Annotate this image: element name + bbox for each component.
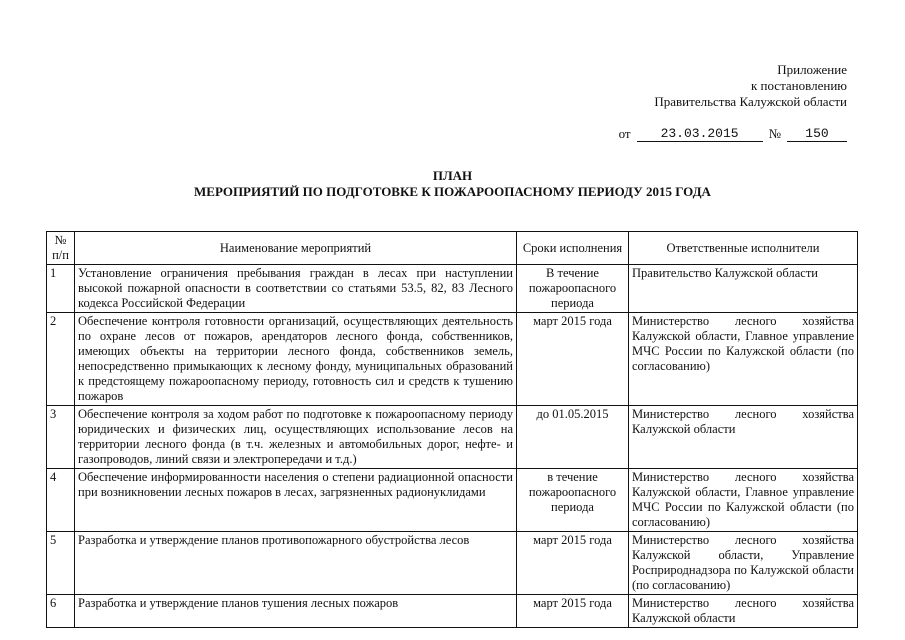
row-num: 3 (47, 406, 75, 469)
header-term: Сроки исполнения (517, 232, 629, 265)
row-responsible: Министерство лесного хозяйства Калужской области, Управление Росприроднадзора по Калужской области (по согласованию) (629, 532, 858, 595)
row-responsible: Министерство лесного хозяйства Калужской области (629, 595, 858, 628)
row-responsible: Министерство лесного хозяйства Калужской области, Главное управление МЧС России по Калужской области (по согласованию) (629, 313, 858, 406)
row-term: до 01.05.2015 (517, 406, 629, 469)
decree-line (619, 126, 847, 142)
row-num: 2 (47, 313, 75, 406)
plan-table (46, 231, 858, 628)
decree-number: 150 (787, 126, 847, 142)
table-row (47, 532, 858, 595)
header-name: Наименование мероприятий (75, 232, 517, 265)
row-term: март 2015 года (517, 595, 629, 628)
row-name: Разработка и утверждение планов противопожарного обустройства лесов (75, 532, 517, 595)
row-name: Разработка и утверждение планов тушения лесных пожаров (75, 595, 517, 628)
row-num: 4 (47, 469, 75, 532)
row-name: Обеспечение контроля за ходом работ по подготовке к пожароопасному периоду юридических и физических лиц, осуществляющих использование лесов на территории лесного фонда (в т.ч. железных и автомобильных дорог, нефте- и газопроводов, линий связи и электропередачи и т.д.) (75, 406, 517, 469)
appendix-line-1: Приложение (777, 62, 847, 77)
appendix-line-2: к постановлению (750, 78, 847, 93)
decree-number-label: № (768, 126, 781, 141)
row-responsible: Министерство лесного хозяйства Калужской области (629, 406, 858, 469)
row-responsible: Правительство Калужской области (629, 265, 858, 313)
row-num: 6 (47, 595, 75, 628)
table-row (47, 406, 858, 469)
header-num: № п/п (47, 232, 75, 265)
table-row (47, 313, 858, 406)
decree-from-label: от (618, 126, 631, 141)
plan-subtitle: МЕРОПРИЯТИЙ ПО ПОДГОТОВКЕ К ПОЖАРООПАСНОМУ ПЕРИОДУ 2015 ГОДА (194, 184, 711, 199)
table-row (47, 469, 858, 532)
appendix-line-3: Правительства Калужской области (654, 94, 847, 109)
row-name: Установление ограничения пребывания граждан в лесах при наступлении высокой пожарной опасности в соответствии со статьями 53.5, 82, 83 Лесного кодекса Российской Федерации (75, 265, 517, 313)
row-name: Обеспечение контроля готовности организаций, осуществляющих деятельность по охране лесов от пожаров, арендаторов лесного фонда, собственников, имеющих объекты на территории лесного фонда, собственников земель, непосредственно примыкающих к лесному фонду, муниципальных образований к предстоящему пожароопасному периоду, готовность сил и средств к тушению пожаров (75, 313, 517, 406)
decree-date: 23.03.2015 (637, 126, 763, 142)
table-row (47, 595, 858, 628)
row-term: в течение пожароопасного периода (517, 469, 629, 532)
row-responsible: Министерство лесного хозяйства Калужской области, Главное управление МЧС России по Калужской области (по согласованию) (629, 469, 858, 532)
row-term: В течение пожароопасного периода (517, 265, 629, 313)
appendix-block (654, 62, 847, 110)
row-num: 1 (47, 265, 75, 313)
row-num: 5 (47, 532, 75, 595)
row-name: Обеспечение информированности населения о степени радиационной опасности при возникновении лесных пожаров в лесах, загрязненных радионуклидами (75, 469, 517, 532)
row-term: март 2015 года (517, 532, 629, 595)
table-header-row (47, 232, 858, 265)
header-responsible: Ответственные исполнители (629, 232, 858, 265)
table-row (47, 265, 858, 313)
row-term: март 2015 года (517, 313, 629, 406)
plan-title: ПЛАН (432, 168, 473, 183)
